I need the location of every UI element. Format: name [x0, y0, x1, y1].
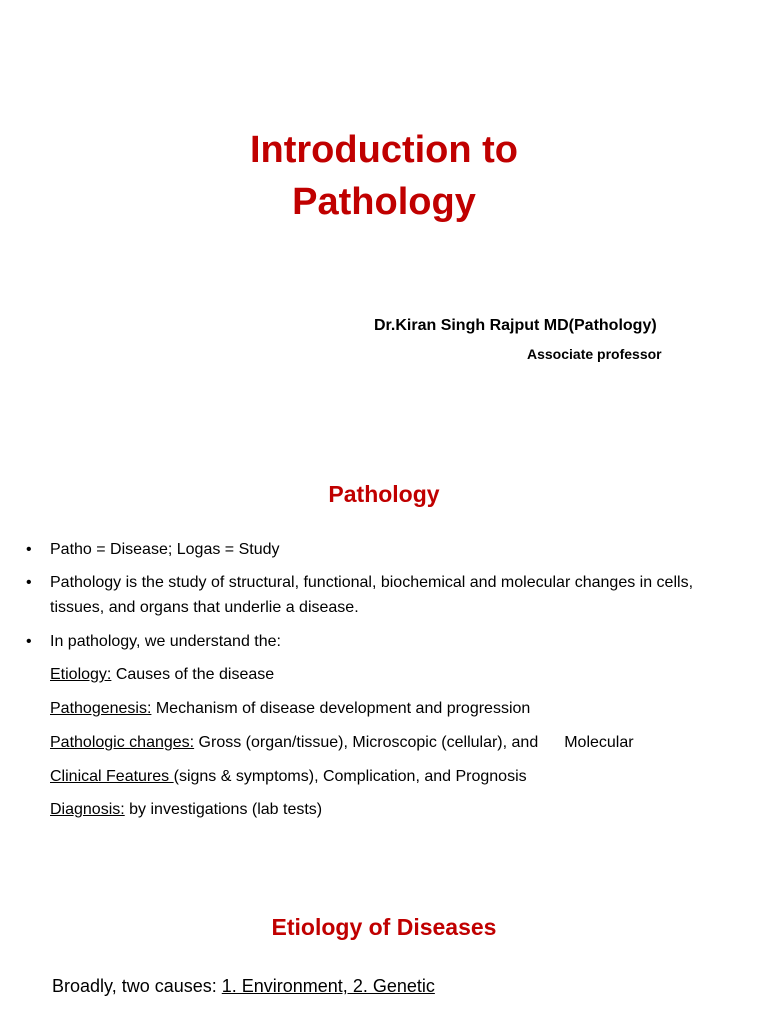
document-title — [0, 124, 768, 228]
sub-item-text: by investigations (lab tests) — [124, 801, 323, 818]
sub-item-diagnosis — [50, 799, 322, 821]
sub-item-text-continued: Molecular — [564, 734, 634, 751]
etiology-intro — [52, 976, 435, 997]
section-heading-pathology: Pathology — [328, 481, 440, 507]
title-line-1: Introduction to — [249, 129, 519, 171]
bullet-icon: • — [26, 541, 32, 558]
bullet-text: Patho = Disease; Logas = Study — [50, 541, 280, 558]
sub-item-text: Gross (organ/tissue), Microscopic (cellular), and — [194, 734, 539, 751]
author-role: Associate professor — [527, 346, 662, 362]
etiology-intro-text: Broadly, two causes: — [52, 976, 222, 996]
sub-item-text: (signs & symptoms), Complication, and Prognosis — [173, 768, 527, 785]
etiology-causes: 1. Environment, 2. Genetic — [221, 976, 435, 996]
sub-item-text: Mechanism of disease development and progression — [151, 700, 531, 717]
author-name: Dr.Kiran Singh Rajput MD(Pathology) — [374, 317, 657, 334]
sub-item-term: Pathogenesis: — [50, 700, 152, 717]
bullet-icon: • — [26, 574, 32, 591]
sub-item-term: Pathologic changes: — [50, 734, 195, 751]
sub-item-text: Causes of the disease — [111, 666, 275, 683]
bullet-text: In pathology, we understand the: — [50, 633, 281, 650]
bullet-text: Pathology is the study of structural, functional, biochemical and molecular changes in cells, tissues, and organs that underlie a disease. — [50, 574, 694, 616]
sub-item-term: Diagnosis: — [50, 801, 125, 818]
sub-item-pathogenesis — [50, 698, 530, 720]
sub-item-etiology — [50, 664, 274, 686]
sub-item-term: Etiology: — [50, 666, 112, 683]
sub-item-term: Clinical Features — [50, 768, 174, 785]
sub-item-clinical-features — [50, 766, 527, 788]
sub-item-pathologic-changes — [50, 732, 634, 754]
title-line-2: Pathology — [292, 181, 476, 223]
section-heading-etiology: Etiology of Diseases — [271, 914, 497, 940]
bullet-icon: • — [26, 633, 32, 650]
